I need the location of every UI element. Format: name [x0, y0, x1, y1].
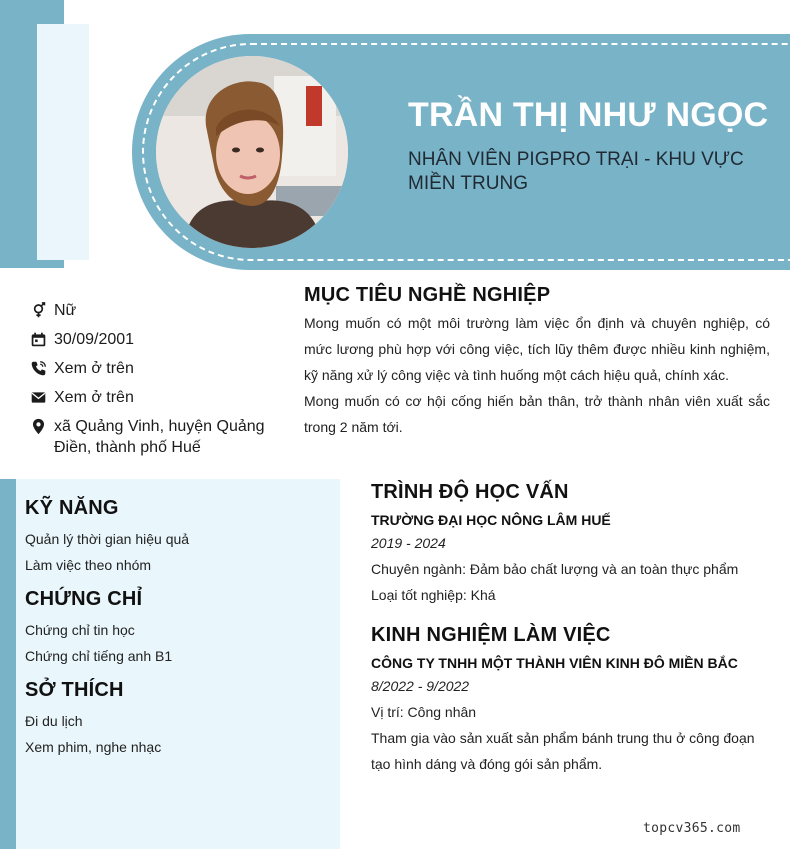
company-name: CÔNG TY TNHH MỘT THÀNH VIÊN KINH ĐÔ MIỀN BẮC [371, 655, 738, 671]
hobbies-section [25, 679, 325, 760]
experience-description: Tham gia vào sản xuất sản phẩm bánh trung thu ở công đoạn tạo hình dáng và đóng gói sản phẩm. [371, 730, 755, 772]
contact-email-text: Xem ở trên [54, 389, 134, 406]
list-item: Quản lý thời gian hiệu quả [25, 531, 190, 547]
objective-paragraph: Mong muốn có một môi trường làm việc ổn định và chuyên nghiệp, có mức lương phù hợp với công việc, tích lũy thêm được nhiều kinh nghiệm, kỹ năng xử lý công việc và tình huống một cách hiệu quả, chính xác. [304, 315, 770, 383]
contact-phone [28, 358, 278, 379]
objective-paragraph: Mong muốn có cơ hội cống hiến bản thân, trở thành nhân viên xuất sắc trong 2 năm tới. [304, 393, 770, 435]
watermark: topcv365.com [643, 821, 741, 836]
list-item: Làm việc theo nhóm [25, 557, 152, 573]
main-content [371, 481, 771, 777]
experience-section [371, 624, 771, 777]
email-icon [28, 387, 48, 407]
contact-address-text: xã Quảng Vinh, huyện Quảng Điền, thành phố Huế [54, 418, 265, 456]
school-name: TRƯỜNG ĐẠI HỌC NÔNG LÂM HUẾ [371, 512, 611, 528]
candidate-name: TRẦN THỊ NHƯ NGỌC [408, 96, 769, 134]
sidebar-content [25, 497, 325, 770]
experience-period: 8/2022 - 9/2022 [371, 678, 470, 694]
contact-birthday [28, 329, 278, 350]
candidate-title: NHÂN VIÊN PIGPRO TRẠI - KHU VỰC MIỀN TRUNG [408, 149, 744, 194]
hobbies-heading: SỞ THÍCH [25, 679, 124, 701]
calendar-icon [28, 329, 48, 349]
skills-heading: KỸ NĂNG [25, 497, 119, 519]
certificates-heading: CHỨNG CHỈ [25, 588, 143, 610]
objective-heading: MỤC TIÊU NGHỀ NGHIỆP [304, 284, 551, 306]
education-heading: TRÌNH ĐỘ HỌC VẤN [371, 481, 569, 503]
skills-section [25, 497, 325, 578]
list-item: Xem phim, nghe nhạc [25, 739, 162, 755]
sidebar-strip [0, 479, 16, 849]
contact-email [28, 387, 278, 408]
contact-phone-text: Xem ở trên [54, 360, 134, 377]
gender-icon [28, 300, 48, 320]
contact-address [28, 416, 278, 458]
contact-gender-text: Nữ [54, 302, 77, 319]
experience-position: Vị trí: Công nhân [371, 704, 477, 720]
career-objective [304, 284, 770, 440]
certificates-section [25, 588, 325, 669]
phone-icon [28, 358, 48, 378]
contact-birthday-text: 30/09/2001 [54, 331, 135, 348]
education-period: 2019 - 2024 [371, 535, 446, 551]
list-item: Chứng chỉ tin học [25, 622, 135, 638]
contact-info [28, 300, 278, 466]
education-major: Chuyên ngành: Đảm bảo chất lượng và an toàn thực phẩm [371, 561, 739, 577]
decorative-panel [37, 24, 89, 260]
location-icon [28, 416, 48, 436]
education-section [371, 481, 771, 608]
experience-heading: KINH NGHIỆM LÀM VIỆC [371, 624, 611, 646]
contact-gender [28, 300, 278, 321]
list-item: Đi du lịch [25, 713, 83, 729]
education-grade: Loại tốt nghiệp: Khá [371, 587, 496, 603]
list-item: Chứng chỉ tiếng anh B1 [25, 648, 173, 664]
profile-photo [156, 56, 348, 248]
